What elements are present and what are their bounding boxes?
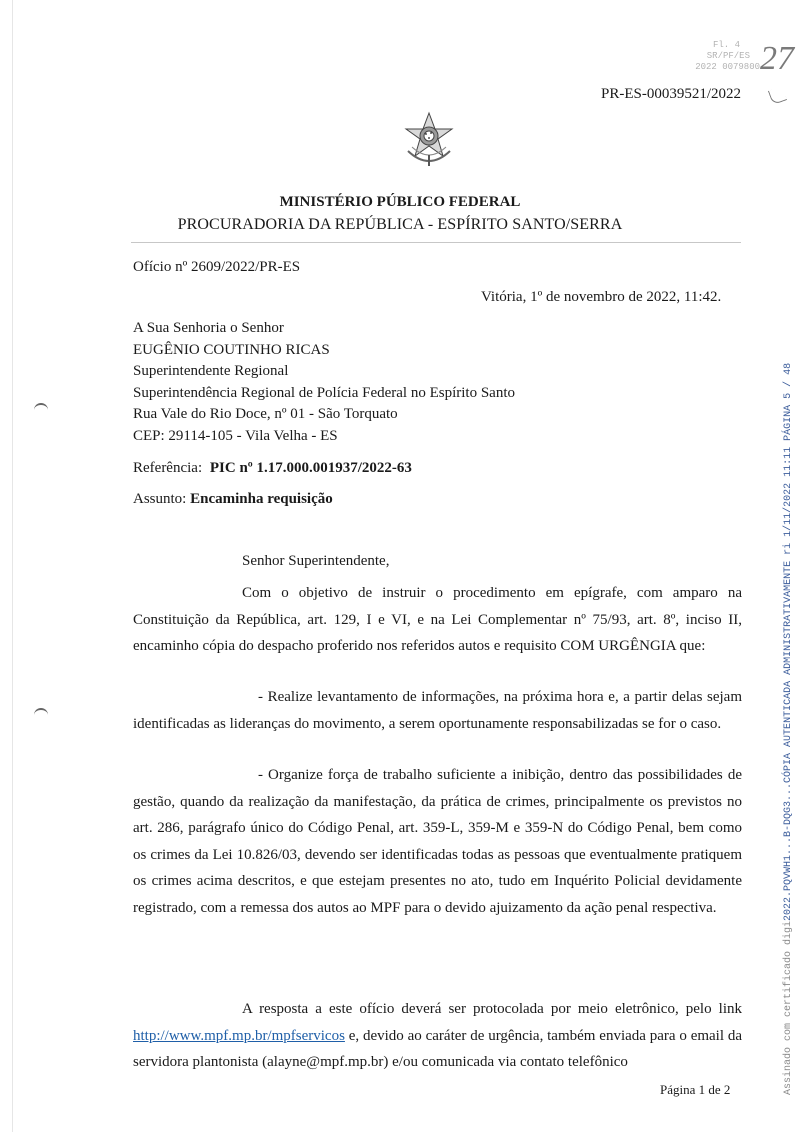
paragraph-2 xyxy=(133,684,742,737)
mpf-services-link[interactable]: http://www.mpf.mp.br/mpfservicos xyxy=(133,1027,345,1044)
recipient-line: CEP: 29114-105 - Vila Velha - ES xyxy=(133,427,338,444)
margin-mark xyxy=(34,708,48,716)
recipient-line: A Sua Senhoria o Senhor xyxy=(133,320,284,336)
reference-label: Referência: xyxy=(133,460,203,476)
document-number: PR-ES-00039521/2022 xyxy=(601,86,742,102)
paragraph-3 xyxy=(133,762,742,921)
date-line: Vitória, 1º de novembro de 2022, 11:42. xyxy=(481,289,722,305)
handwritten-mark xyxy=(768,86,787,105)
subject-label: Assunto: xyxy=(133,491,187,507)
margin-mark xyxy=(34,403,48,411)
reference-line xyxy=(133,460,412,477)
salutation: Senhor Superintendente, xyxy=(242,553,390,569)
recipient-line: Rua Vale do Rio Doce, nº 01 - São Torquato xyxy=(133,406,398,422)
paragraph-4-text-before: A resposta a este ofício deverá ser protocolada por meio eletrônico, pelo link xyxy=(242,1001,742,1017)
paragraph-1 xyxy=(133,580,742,660)
paragraph-4 xyxy=(133,996,742,1076)
signature-strip-highlight: 2022.PQVWH1...B-DQG3...CÓPIA AUTENTICADA ADMINISTRATIVAMENTE ri 1/11/2022 11:11 PÁGINA 5 / 48 xyxy=(783,362,794,921)
page-left-edge xyxy=(12,0,13,1132)
subject-value: Encaminha requisição xyxy=(190,491,333,507)
stamp-line-3: 2022 0079800 xyxy=(695,62,760,72)
stamp-line-1: Fl. 4 xyxy=(712,40,740,50)
subject-line xyxy=(133,491,333,508)
protocol-stamp xyxy=(650,40,760,73)
brazil-coat-of-arms-icon xyxy=(402,111,456,169)
header-divider xyxy=(131,242,741,243)
paragraph-1-text: Com o objetivo de instruir o procedimento em epígrafe, com amparo na Constituição da República, art. 129, I e VI, e na Lei Complementar nº 75/93, art. 8º, inciso II, encaminho cópia do despacho proferido nos referidos autos e requisito COM URGÊNGIA que: xyxy=(133,585,742,654)
recipient-block xyxy=(133,318,515,447)
oficio-number: Ofício nº 2609/2022/PR-ES xyxy=(133,259,301,275)
handwritten-page-number: 27 xyxy=(760,40,794,77)
paragraph-4-text-after: e, devido ao caráter de urgência, também enviada para o email da servidora plantonista (alayne@mpf.mp.br) e/ou comunicada via contato telefônico xyxy=(133,1027,742,1070)
ministry-title: MINISTÉRIO PÚBLICO FEDERAL xyxy=(279,194,521,210)
recipient-line: Superintendente Regional xyxy=(133,363,289,379)
paragraph-3-text: - Organize força de trabalho suficiente a inibição, dentro das possibilidades de gestão, quando da realização da manifestação, da prática de crimes, principalmente os previstos no art. 286, parágrafo único do Código Penal, art. 359-L, 359-M e 359-N do Código Penal, bem como os crimes da Lei 10.826/03, devendo ser identificadas todas as pessoas que eventualmente pratiquem os crimes acima descritos, e que estejam presentes no ato, tudo em Inquérito Policial devidamente registrado, com a remessa dos autos ao MPF para o devido ajuizamento da ação penal respectiva. xyxy=(133,767,742,916)
recipient-line: EUGÊNIO COUTINHO RICAS xyxy=(133,341,330,358)
office-title: PROCURADORIA DA REPÚBLICA - ESPÍRITO SANTO/SERRA xyxy=(177,216,623,233)
stamp-line-2: SR/PF/ES xyxy=(706,51,750,61)
page-number: Página 1 de 2 xyxy=(660,1082,731,1097)
reference-value: PIC nº 1.17.000.001937/2022-63 xyxy=(209,460,412,476)
recipient-line: Superintendência Regional de Polícia Federal no Espírito Santo xyxy=(133,384,515,401)
signature-strip-prefix: Assinado com certificado digi xyxy=(783,920,794,1095)
paragraph-2-text: - Realize levantamento de informações, na próxima hora e, a partir delas sejam identificadas as lideranças do movimento, a serem oportunamente responsabilizadas se for o caso. xyxy=(133,689,742,732)
digital-signature-strip xyxy=(783,265,797,1095)
